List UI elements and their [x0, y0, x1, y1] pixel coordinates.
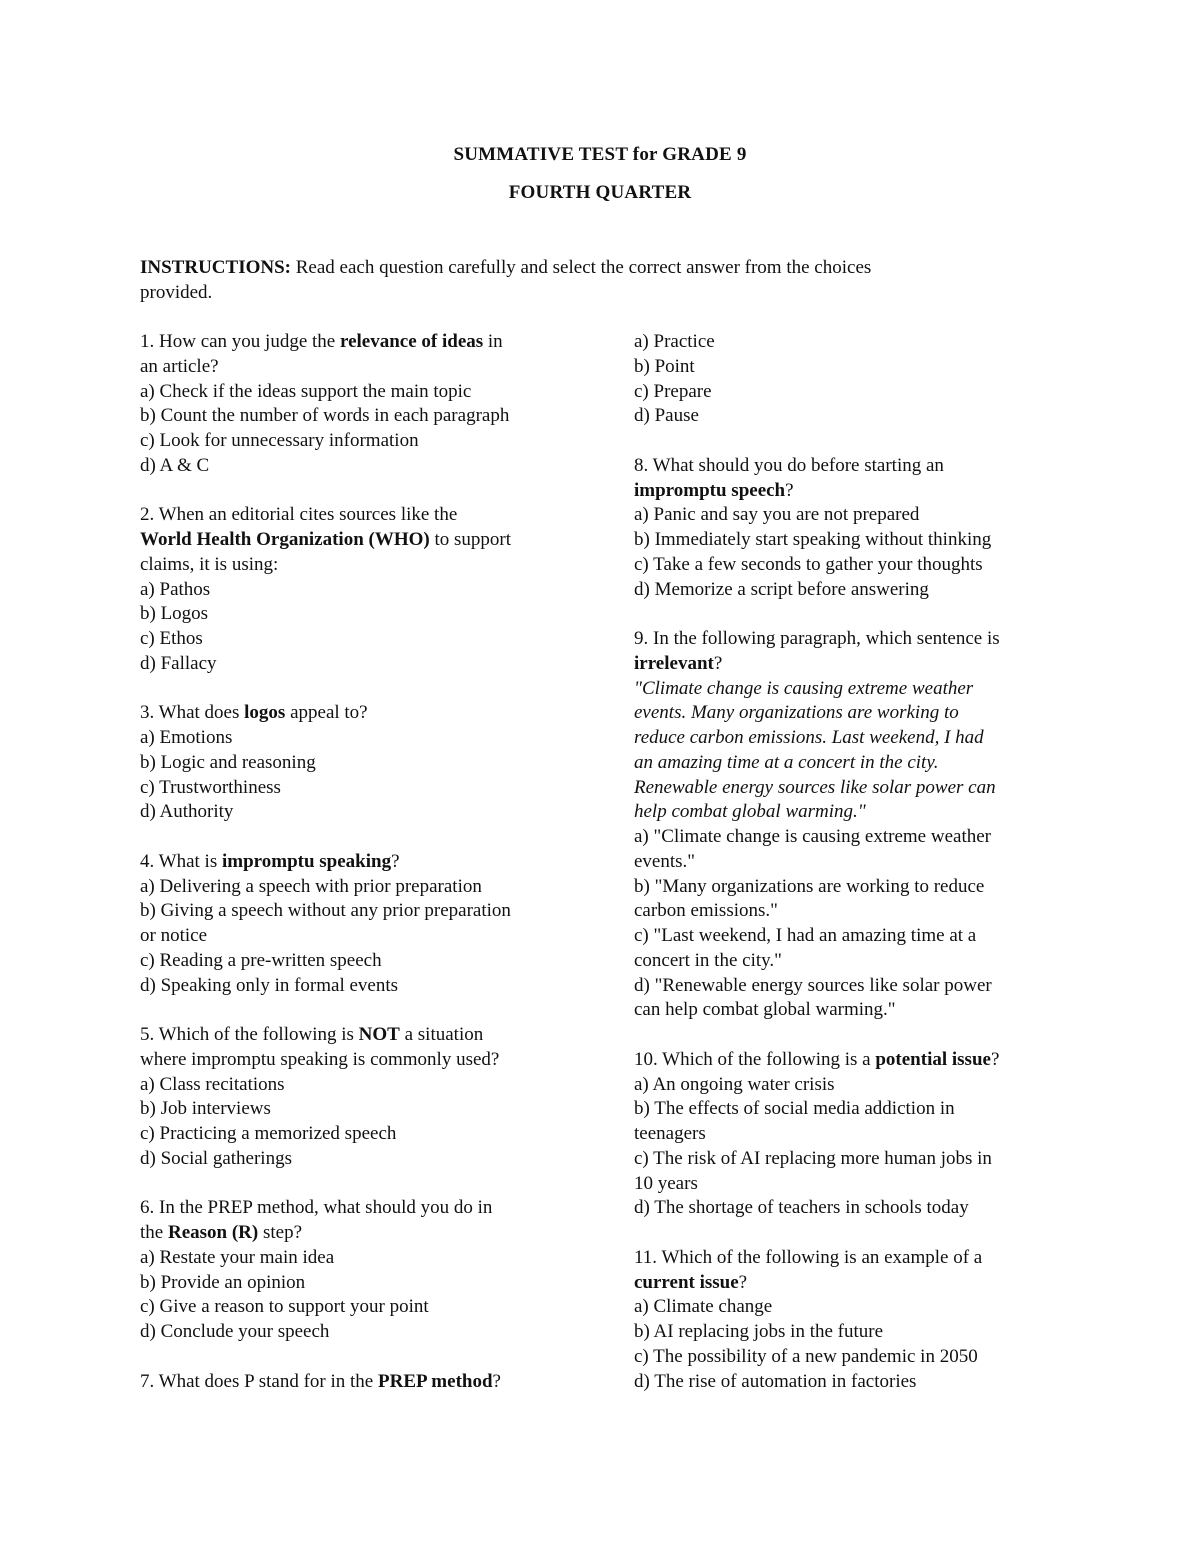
- text-line: [140, 1370, 580, 1395]
- text-line: [634, 1271, 1064, 1296]
- spacer: [140, 479, 580, 504]
- bold-term: relevance of ideas: [339, 331, 484, 352]
- text-segment: where impromptu speaking is commonly used?: [140, 1048, 500, 1070]
- text-segment: a) Restate your main idea: [140, 1246, 335, 1268]
- quoted-text: an amazing time at a concert in the city.: [634, 751, 939, 773]
- text-line: [140, 1295, 580, 1320]
- text-segment: b) Immediately start speaking without thinking: [634, 529, 992, 550]
- text-segment: d) Pause: [634, 405, 699, 427]
- bold-term: impromptu speech: [634, 479, 786, 501]
- text-line: [634, 652, 1064, 677]
- quoted-text: help combat global warming.": [634, 801, 866, 823]
- text-segment: 5. Which of the following is: [140, 1024, 359, 1045]
- spacer: [140, 825, 580, 850]
- text-line: [634, 380, 1064, 405]
- text-segment: c) Reading a pre-written speech: [140, 949, 382, 971]
- text-line: [140, 528, 580, 553]
- text-line: [140, 330, 580, 355]
- text-segment: b) AI replacing jobs in the future: [634, 1321, 884, 1342]
- text-segment: appeal to?: [285, 702, 368, 724]
- text-segment: b) Job interviews: [140, 1098, 271, 1120]
- bold-term: PREP method: [378, 1370, 493, 1392]
- text-segment: b) Logos: [140, 603, 209, 625]
- text-line: [634, 1172, 1064, 1197]
- text-segment: a) Pathos: [140, 578, 211, 600]
- text-segment: a) "Climate change is causing extreme weather: [634, 826, 991, 847]
- text-segment: d) Fallacy: [140, 652, 217, 674]
- text-segment: c) Look for unnecessary information: [140, 430, 419, 451]
- text-segment: concert in the city.": [634, 949, 782, 971]
- left-column: [140, 330, 580, 1394]
- text-line: [140, 1023, 580, 1048]
- text-line: [634, 454, 1064, 479]
- quoted-text: events. Many organizations are working to: [634, 702, 959, 724]
- text-line: [634, 949, 1064, 974]
- text-segment: 4. What is: [140, 850, 222, 872]
- text-line: [140, 924, 580, 949]
- text-line: [634, 998, 1064, 1023]
- instructions: [140, 255, 1040, 305]
- bold-term: World Health Organization (WHO): [140, 529, 430, 550]
- text-segment: 9. In the following paragraph, which sentence is: [634, 628, 1000, 649]
- spacer: [634, 602, 1064, 627]
- spacer: [140, 998, 580, 1023]
- text-line: [140, 1320, 580, 1345]
- text-line: [140, 380, 580, 405]
- text-segment: d) Speaking only in formal events: [140, 974, 399, 996]
- quoted-text: Renewable energy sources like solar power can: [634, 776, 996, 798]
- text-segment: step?: [258, 1222, 303, 1243]
- text-segment: carbon emissions.": [634, 900, 778, 922]
- text-line: [634, 974, 1064, 999]
- text-segment: a) Delivering a speech with prior preparation: [140, 875, 482, 897]
- text-line: [140, 627, 580, 652]
- text-segment: b) Count the number of words in each paragraph: [140, 405, 510, 427]
- spacer: [140, 1345, 580, 1370]
- text-segment: a) Practice: [634, 331, 715, 352]
- text-line: [634, 1122, 1064, 1147]
- text-segment: 10. Which of the following is a: [634, 1048, 876, 1070]
- text-segment: a) Class recitations: [140, 1073, 285, 1095]
- instructions-text: Read each question carefully and select the correct answer from the choices: [290, 257, 872, 278]
- text-segment: c) "Last weekend, I had an amazing time at a: [634, 925, 977, 946]
- quoted-text: reduce carbon emissions. Last weekend, I had: [634, 727, 984, 748]
- text-segment: the: [140, 1222, 168, 1243]
- text-line: [634, 751, 1064, 776]
- text-line: [140, 850, 580, 875]
- text-segment: can help combat global warming.": [634, 999, 896, 1021]
- text-segment: ?: [391, 850, 400, 872]
- text-line: [634, 776, 1064, 801]
- text-segment: 2. When an editorial cites sources like the: [140, 504, 458, 526]
- text-line: [634, 553, 1064, 578]
- text-segment: c) The possibility of a new pandemic in 2050: [634, 1345, 978, 1367]
- text-segment: d) "Renewable energy sources like solar power: [634, 974, 992, 996]
- text-segment: c) Practicing a memorized speech: [140, 1123, 397, 1144]
- text-segment: teenagers: [634, 1123, 706, 1144]
- text-line: [634, 701, 1064, 726]
- text-line: [140, 454, 580, 479]
- text-line: [140, 578, 580, 603]
- spacer: [634, 429, 1064, 454]
- text-segment: 3. What does: [140, 702, 245, 724]
- text-line: [634, 800, 1064, 825]
- text-line: [634, 899, 1064, 924]
- text-segment: a) Check if the ideas support the main topic: [140, 380, 472, 402]
- instructions-line-2: provided.: [140, 282, 213, 303]
- text-line: [634, 1295, 1064, 1320]
- text-line: [634, 677, 1064, 702]
- text-segment: b) Point: [634, 355, 695, 377]
- text-line: [140, 404, 580, 429]
- text-segment: c) Ethos: [140, 628, 203, 649]
- text-line: [140, 800, 580, 825]
- text-line: [634, 404, 1064, 429]
- bold-term: current issue: [634, 1271, 739, 1293]
- text-line: [140, 652, 580, 677]
- text-line: [140, 751, 580, 776]
- text-line: [634, 1370, 1064, 1395]
- text-segment: in: [483, 331, 503, 352]
- instructions-line-1: [140, 255, 1040, 280]
- text-segment: c) Give a reason to support your point: [140, 1296, 429, 1318]
- text-line: [634, 627, 1064, 652]
- text-line: [140, 1097, 580, 1122]
- text-segment: ?: [738, 1271, 748, 1293]
- text-line: [140, 726, 580, 751]
- text-line: [140, 429, 580, 454]
- text-segment: d) The shortage of teachers in schools today: [634, 1197, 969, 1219]
- text-segment: b) "Many organizations are working to reduce: [634, 875, 985, 897]
- spacer: [634, 1023, 1064, 1048]
- text-segment: b) Provide an opinion: [140, 1271, 306, 1293]
- text-segment: d) Authority: [140, 801, 234, 823]
- right-column: [634, 330, 1064, 1394]
- text-line: [634, 726, 1064, 751]
- bold-term: NOT: [358, 1024, 400, 1045]
- text-line: [634, 479, 1064, 504]
- text-segment: c) The risk of AI replacing more human jobs in: [634, 1147, 992, 1169]
- text-line: [634, 924, 1064, 949]
- text-line: [140, 1122, 580, 1147]
- text-line: [634, 1073, 1064, 1098]
- text-line: [140, 1221, 580, 1246]
- text-line: [140, 1196, 580, 1221]
- bold-term: potential issue: [875, 1048, 991, 1070]
- text-line: [634, 578, 1064, 603]
- text-segment: a situation: [399, 1024, 484, 1045]
- text-segment: ?: [785, 479, 794, 501]
- text-line: [140, 776, 580, 801]
- text-segment: d) Social gatherings: [140, 1147, 292, 1169]
- text-segment: 1. How can you judge the: [140, 331, 340, 352]
- text-line: [140, 602, 580, 627]
- text-line: [634, 1345, 1064, 1370]
- text-line: [140, 949, 580, 974]
- text-segment: d) Conclude your speech: [140, 1321, 330, 1342]
- text-line: [140, 1246, 580, 1271]
- text-segment: a) Emotions: [140, 727, 233, 748]
- spacer: [140, 677, 580, 702]
- text-line: [140, 1073, 580, 1098]
- text-line: [634, 1246, 1064, 1271]
- text-segment: d) The rise of automation in factories: [634, 1370, 917, 1392]
- text-line: [634, 1097, 1064, 1122]
- text-line: [634, 825, 1064, 850]
- text-segment: a) Panic and say you are not prepared: [634, 504, 920, 526]
- instructions-label: INSTRUCTIONS:: [140, 257, 291, 278]
- text-segment: b) The effects of social media addiction in: [634, 1098, 955, 1120]
- text-segment: b) Giving a speech without any prior preparation: [140, 900, 511, 922]
- text-segment: c) Prepare: [634, 380, 712, 402]
- text-segment: ?: [990, 1048, 1000, 1070]
- text-segment: d) Memorize a script before answering: [634, 578, 929, 600]
- page-subtitle: FOURTH QUARTER: [508, 182, 692, 203]
- quoted-text: "Climate change is causing extreme weather: [634, 677, 974, 699]
- page-title: SUMMATIVE TEST for GRADE 9: [453, 144, 747, 165]
- text-segment: events.": [634, 850, 696, 872]
- text-segment: a) An ongoing water crisis: [634, 1073, 835, 1095]
- text-segment: 6. In the PREP method, what should you do in: [140, 1197, 493, 1219]
- text-line: [634, 875, 1064, 900]
- text-segment: claims, it is using:: [140, 553, 279, 575]
- text-segment: 7. What does P stand for in the: [140, 1370, 378, 1392]
- text-segment: an article?: [140, 355, 219, 377]
- text-line: [140, 1147, 580, 1172]
- text-segment: b) Logic and reasoning: [140, 751, 316, 773]
- text-line: [140, 875, 580, 900]
- text-segment: a) Climate change: [634, 1296, 773, 1318]
- text-line: [634, 528, 1064, 553]
- text-line: [634, 503, 1064, 528]
- text-segment: ?: [492, 1370, 501, 1392]
- text-segment: c) Take a few seconds to gather your thoughts: [634, 553, 983, 575]
- text-line: [140, 899, 580, 924]
- text-line: [140, 1271, 580, 1296]
- text-segment: ?: [713, 652, 723, 674]
- text-line: [634, 1196, 1064, 1221]
- text-line: [140, 503, 580, 528]
- text-line: [634, 330, 1064, 355]
- text-line: [634, 355, 1064, 380]
- text-segment: 10 years: [634, 1172, 698, 1194]
- text-segment: c) Trustworthiness: [140, 776, 281, 798]
- text-line: [140, 1048, 580, 1073]
- bold-term: impromptu speaking: [221, 850, 392, 872]
- spacer: [140, 1172, 580, 1197]
- bold-term: logos: [244, 702, 286, 724]
- text-segment: 8. What should you do before starting an: [634, 454, 944, 476]
- text-line: [140, 355, 580, 380]
- bold-term: Reason (R): [167, 1222, 259, 1243]
- text-segment: 11. Which of the following is an example of a: [634, 1246, 983, 1268]
- text-line: [140, 553, 580, 578]
- text-line: [634, 1320, 1064, 1345]
- text-segment: or notice: [140, 925, 208, 946]
- text-line: [634, 1048, 1064, 1073]
- bold-term: irrelevant: [634, 652, 714, 674]
- text-line: [634, 1147, 1064, 1172]
- text-line: [634, 850, 1064, 875]
- spacer: [634, 1221, 1064, 1246]
- text-segment: to support: [429, 529, 512, 550]
- text-line: [140, 974, 580, 999]
- text-line: [140, 701, 580, 726]
- text-segment: d) A & C: [140, 454, 210, 476]
